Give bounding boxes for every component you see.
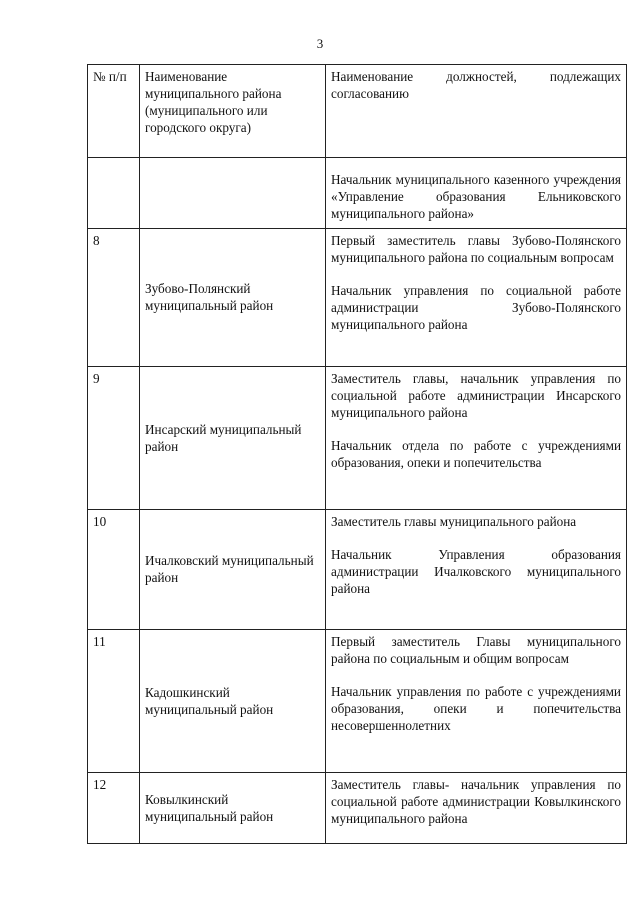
position-text: Начальник управления по работе с учреждениями образования, опеки и попечительства несовершеннолетних: [331, 684, 621, 733]
row-number: 10: [88, 510, 140, 630]
table-row: [88, 630, 627, 773]
row-number: 8: [88, 229, 140, 367]
table-row: [88, 229, 627, 367]
row-district: Ковылкинский муниципальный район: [140, 773, 326, 844]
position-text: Начальник отдела по работе с учреждениями образования, опеки и попечительства: [331, 438, 621, 470]
row-number: 9: [88, 367, 140, 510]
row-positions: [326, 773, 627, 844]
row-district: Инсарский муниципальный район: [140, 367, 326, 510]
row-positions: [326, 367, 627, 510]
position-text: Начальник управления по социальной работе администрации Зубово-Полянского муниципального района: [331, 283, 621, 332]
row-district: Кадошкинский муниципальный район: [140, 630, 326, 773]
row-district: [140, 158, 326, 229]
header-col-number: № п/п: [88, 65, 140, 158]
row-number: 11: [88, 630, 140, 773]
position-text: Первый заместитель главы Зубово-Полянского муниципального района по социальным вопросам: [331, 233, 621, 265]
position-text: Заместитель главы, начальник управления по социальной работе администрации Инсарского муниципального района: [331, 371, 621, 420]
positions-table: [87, 64, 627, 844]
row-positions: [326, 630, 627, 773]
table-row: [88, 367, 627, 510]
row-positions: [326, 229, 627, 367]
position-text: Начальник муниципального казенного учреждения «Управление образования Ельниковского муниципального района»: [331, 172, 621, 221]
position-text: Заместитель главы муниципального района: [331, 514, 577, 529]
row-positions: [326, 510, 627, 630]
header-col-district: Наименование муниципального района (муниципального или городского округа): [140, 65, 326, 158]
row-number: [88, 158, 140, 229]
table-row: [88, 158, 627, 229]
table-row: [88, 773, 627, 844]
table-row: [88, 510, 627, 630]
page-number: 3: [316, 36, 324, 51]
table-header-row: [88, 65, 627, 158]
position-text: Заместитель главы- начальник управления по социальной работе администрации Ковылкинского муниципального района: [331, 777, 621, 826]
row-district: Зубово-Полянский муниципальный район: [140, 229, 326, 367]
header-positions-text: Наименование должностей, подлежащих согласованию: [331, 69, 621, 101]
header-col-positions: [326, 65, 627, 158]
row-positions: [326, 158, 627, 229]
row-district: Ичалковский муниципальный район: [140, 510, 326, 630]
row-number: 12: [88, 773, 140, 844]
position-text: Начальник Управления образования администрации Ичалковского муниципального района: [331, 547, 621, 596]
position-text: Первый заместитель Главы муниципального района по социальным и общим вопросам: [331, 634, 621, 666]
